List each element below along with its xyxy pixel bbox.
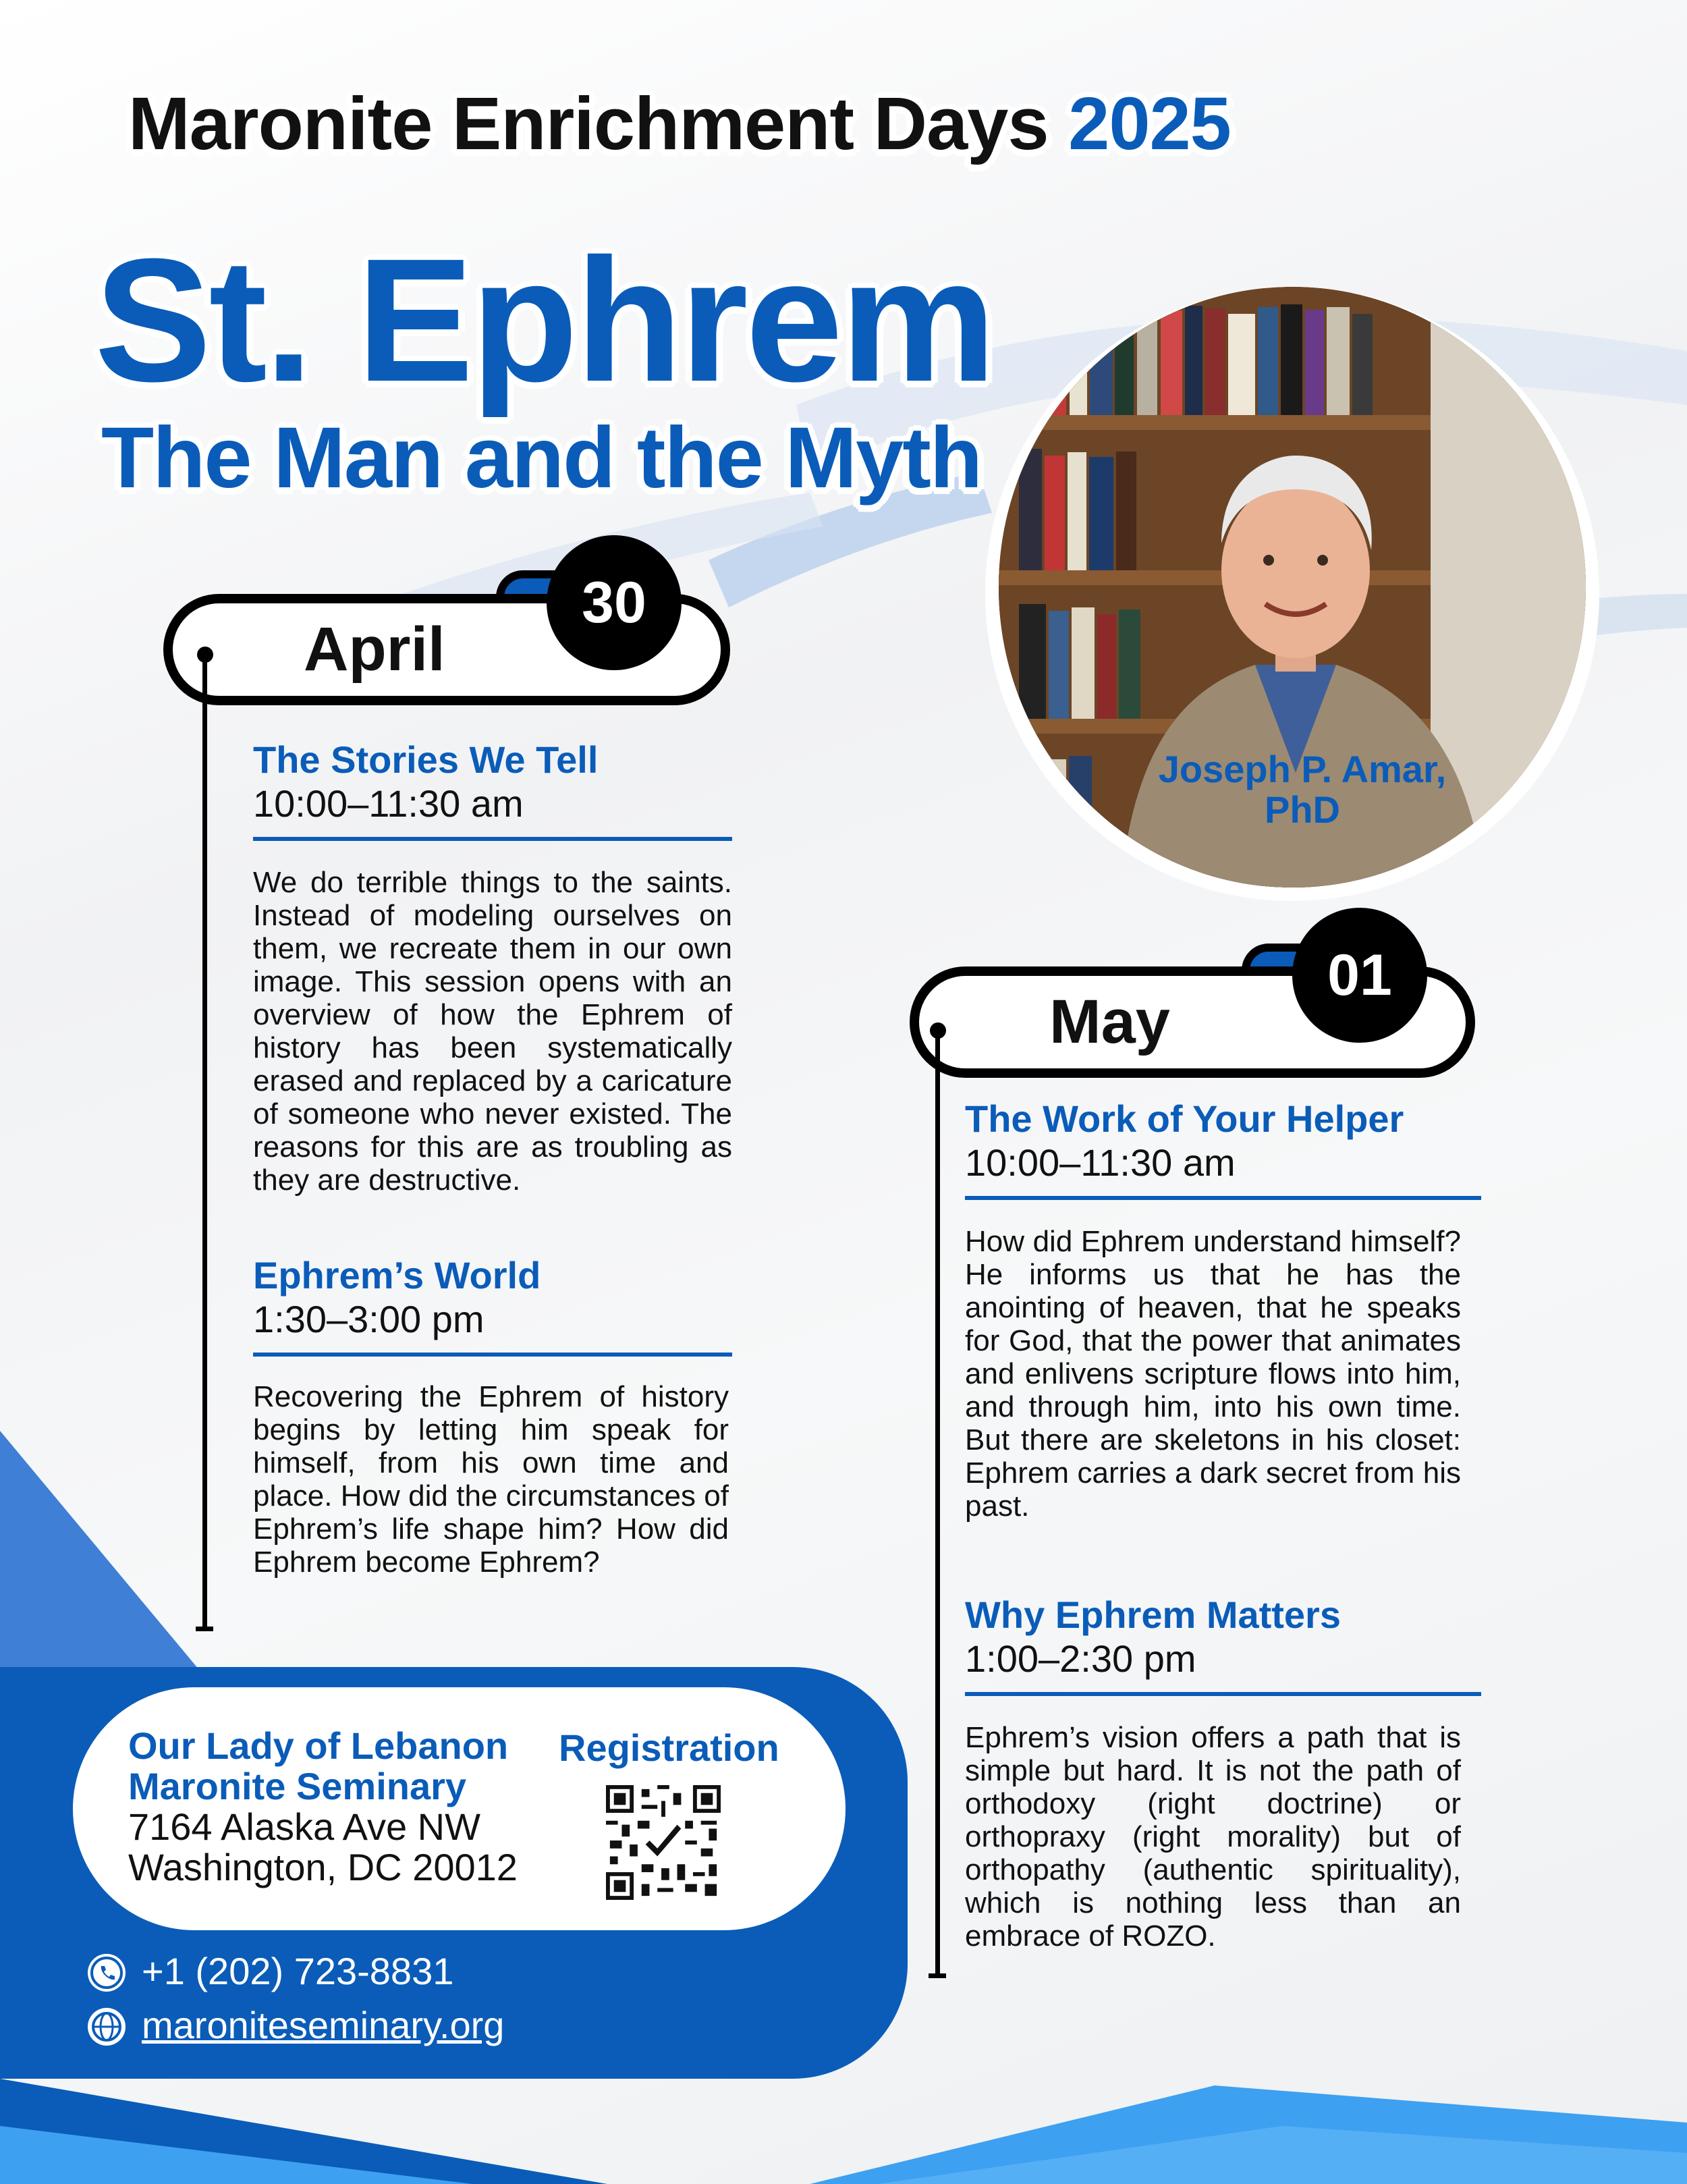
- event-name: Maronite Enrichment Days: [128, 82, 1049, 165]
- globe-icon: [88, 2008, 126, 2046]
- month-label-april: April: [304, 615, 445, 684]
- session-description: Recovering the Ephrem of history begins by letting him speak for himself, from his own time and place. How did the circumstances of Ephrem’s life shape him? How did Ephrem become Ephrem?: [253, 1380, 729, 1579]
- session-time: 10:00–11:30 am: [253, 782, 524, 825]
- session-divider: [253, 837, 732, 841]
- session-time: 1:30–3:00 pm: [253, 1298, 485, 1340]
- speaker-name-line1: Joseph P. Amar,: [1158, 748, 1447, 790]
- session-description: We do terrible things to the saints. Instead of modeling ourselves on them, we recreate them in our own image. This session opens with an overview of how the Ephrem of history has been systematically erased and replaced by a caricature of someone who never existed. The reasons for this are as troubling as they are destructive.: [253, 866, 732, 1197]
- event-year: 2025: [1068, 82, 1231, 165]
- session-time: 10:00–11:30 am: [965, 1141, 1236, 1184]
- session-description: How did Ephrem understand himself? He informs us that he has the anointing of heaven, that he speaks for God, that the power that animates and enlivens scripture flows into him, and through him, into his own time. But there are skeletons in his closet: Ephrem carries a dark secret from his past.: [965, 1225, 1461, 1523]
- venue-name-line1: Our Lady of Lebanon: [128, 1724, 509, 1767]
- timeline-line-april: [202, 658, 207, 1630]
- speaker-name: [1080, 749, 1525, 830]
- month-label-may: May: [1049, 987, 1170, 1056]
- phone-icon: [88, 1954, 126, 1992]
- venue-city: Washington, DC 20012: [128, 1846, 518, 1888]
- event-title: [128, 81, 1231, 167]
- speaker-name-line2: PhD: [1265, 788, 1340, 831]
- session-time: 1:00–2:30 pm: [965, 1637, 1196, 1680]
- main-title: St. Ephrem: [94, 223, 994, 418]
- venue-address: [128, 1726, 518, 1888]
- qr-code-icon[interactable]: [606, 1785, 721, 1900]
- timeline-end-may: [929, 1973, 946, 1978]
- session-title: The Work of Your Helper: [965, 1097, 1404, 1140]
- venue-street: 7164 Alaska Ave NW: [128, 1805, 480, 1848]
- venue-name-line2: Maronite Seminary: [128, 1765, 467, 1807]
- website-link[interactable]: maroniteseminary.org: [142, 2004, 505, 2046]
- day-badge-30: 30: [547, 535, 682, 670]
- session-divider: [965, 1692, 1481, 1696]
- session-title: Why Ephrem Matters: [965, 1593, 1341, 1636]
- day-badge-01: 01: [1292, 908, 1427, 1043]
- contact-phone[interactable]: +1 (202) 723-8831: [142, 1950, 454, 1992]
- session-description: Ephrem’s vision offers a path that is simple but hard. It is not the path of orthodoxy (right doctrine) or orthopraxy (right morality) but of orthopathy (authentic spirituality), which is nothing less than an embrace of ROZO.: [965, 1721, 1461, 1953]
- session-title: The Stories We Tell: [253, 738, 599, 781]
- timeline-line-may: [935, 1033, 940, 1977]
- timeline-end-april: [196, 1627, 213, 1631]
- registration-label: Registration: [559, 1726, 779, 1769]
- session-divider: [253, 1353, 732, 1357]
- subtitle: The Man and the Myth: [101, 410, 981, 506]
- session-title: Ephrem’s World: [253, 1254, 541, 1296]
- session-divider: [965, 1196, 1481, 1200]
